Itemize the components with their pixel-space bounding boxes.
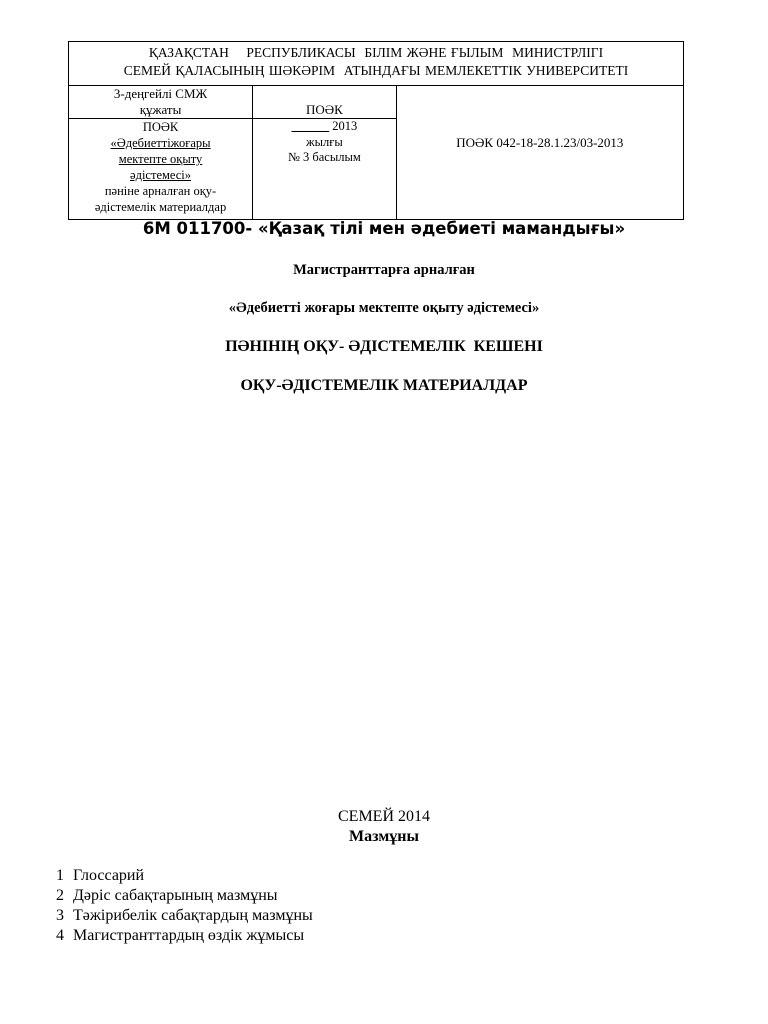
toc-item [56, 886, 313, 906]
complex-title: ПӘНІНІҢ ОҚУ- ӘДІСТЕМЕЛІК КЕШЕНІ [225, 338, 543, 355]
toc-item-number: 4 [56, 927, 64, 944]
toc-item-number: 1 [56, 867, 64, 884]
toc-item-label: Глоссарий [73, 867, 145, 884]
toc-item-number: 3 [56, 907, 64, 924]
smz-label-line-2: құжаты [139, 102, 182, 117]
toc-item-label: Дәріс сабақтарының мазмұны [73, 887, 278, 904]
document-code: ПОӘК 042-18-28.1.23/03-2013 [456, 134, 624, 150]
date-blank: ______ [291, 119, 330, 133]
material-line-4: әдістемесі» [130, 168, 192, 182]
table-of-contents [56, 866, 313, 946]
material-line-2: «Әдебиеттіжоғары [110, 136, 211, 150]
edition-number: № 3 басылым [287, 150, 361, 164]
toc-item-label: Магистранттардың өздік жұмысы [73, 927, 305, 944]
material-line-3: мектепте оқыту [118, 152, 203, 166]
material-line-5: пәніне арналған оқу- [104, 184, 217, 198]
toc-item-number: 2 [56, 887, 64, 904]
poak-label-cell [253, 86, 397, 119]
ministry-line-1: ҚАЗАҚСТАН РЕСПУБЛИКАСЫ БІЛІМ ЖӘНЕ ҒЫЛЫМ МИНИСТРЛІГІ [148, 45, 604, 60]
materials-title: ОҚУ-ӘДІСТЕМЕЛІК МАТЕРИАЛДАР [240, 377, 528, 394]
subject-line: «Әдебиетті жоғары мектепте оқыту әдістемесі» [228, 300, 540, 316]
material-line-1: ПОӘК [142, 120, 179, 134]
toc-item [56, 926, 313, 946]
date-line [255, 119, 394, 135]
document-code-cell [396, 86, 683, 220]
poak-label: ПОӘК [305, 102, 343, 117]
toc-item [56, 906, 313, 926]
smz-label-line-1: 3-деңгейлі СМЖ [113, 86, 208, 101]
city-year: СЕМЕЙ 2014 [338, 808, 430, 825]
ministry-line-2: СЕМЕЙ ҚАЛАСЫНЫҢ ШӘКӘРІМ АТЫНДАҒЫ МЕМЛЕКЕТТІК УНИВЕРСИТЕТІ [123, 63, 629, 78]
toc-item-label: Тәжірибелік сабақтардың мазмұны [73, 907, 313, 924]
document-header-table [68, 41, 684, 220]
material-line-6: әдістемелік материалдар [94, 200, 227, 214]
specialty-title: 6М 011700- «Қазақ тілі мен әдебиеті мамандығы» [142, 219, 626, 238]
toc-item [56, 866, 313, 886]
date-word: жылғы [305, 134, 343, 149]
material-cell [69, 119, 253, 220]
contents-title: Мазмұны [349, 828, 419, 845]
audience-line: Магистранттарға арналған [293, 262, 475, 278]
date-edition-cell [253, 119, 397, 220]
smz-label-cell [69, 86, 253, 119]
date-year: 2013 [329, 119, 358, 133]
ministry-cell [69, 42, 684, 86]
